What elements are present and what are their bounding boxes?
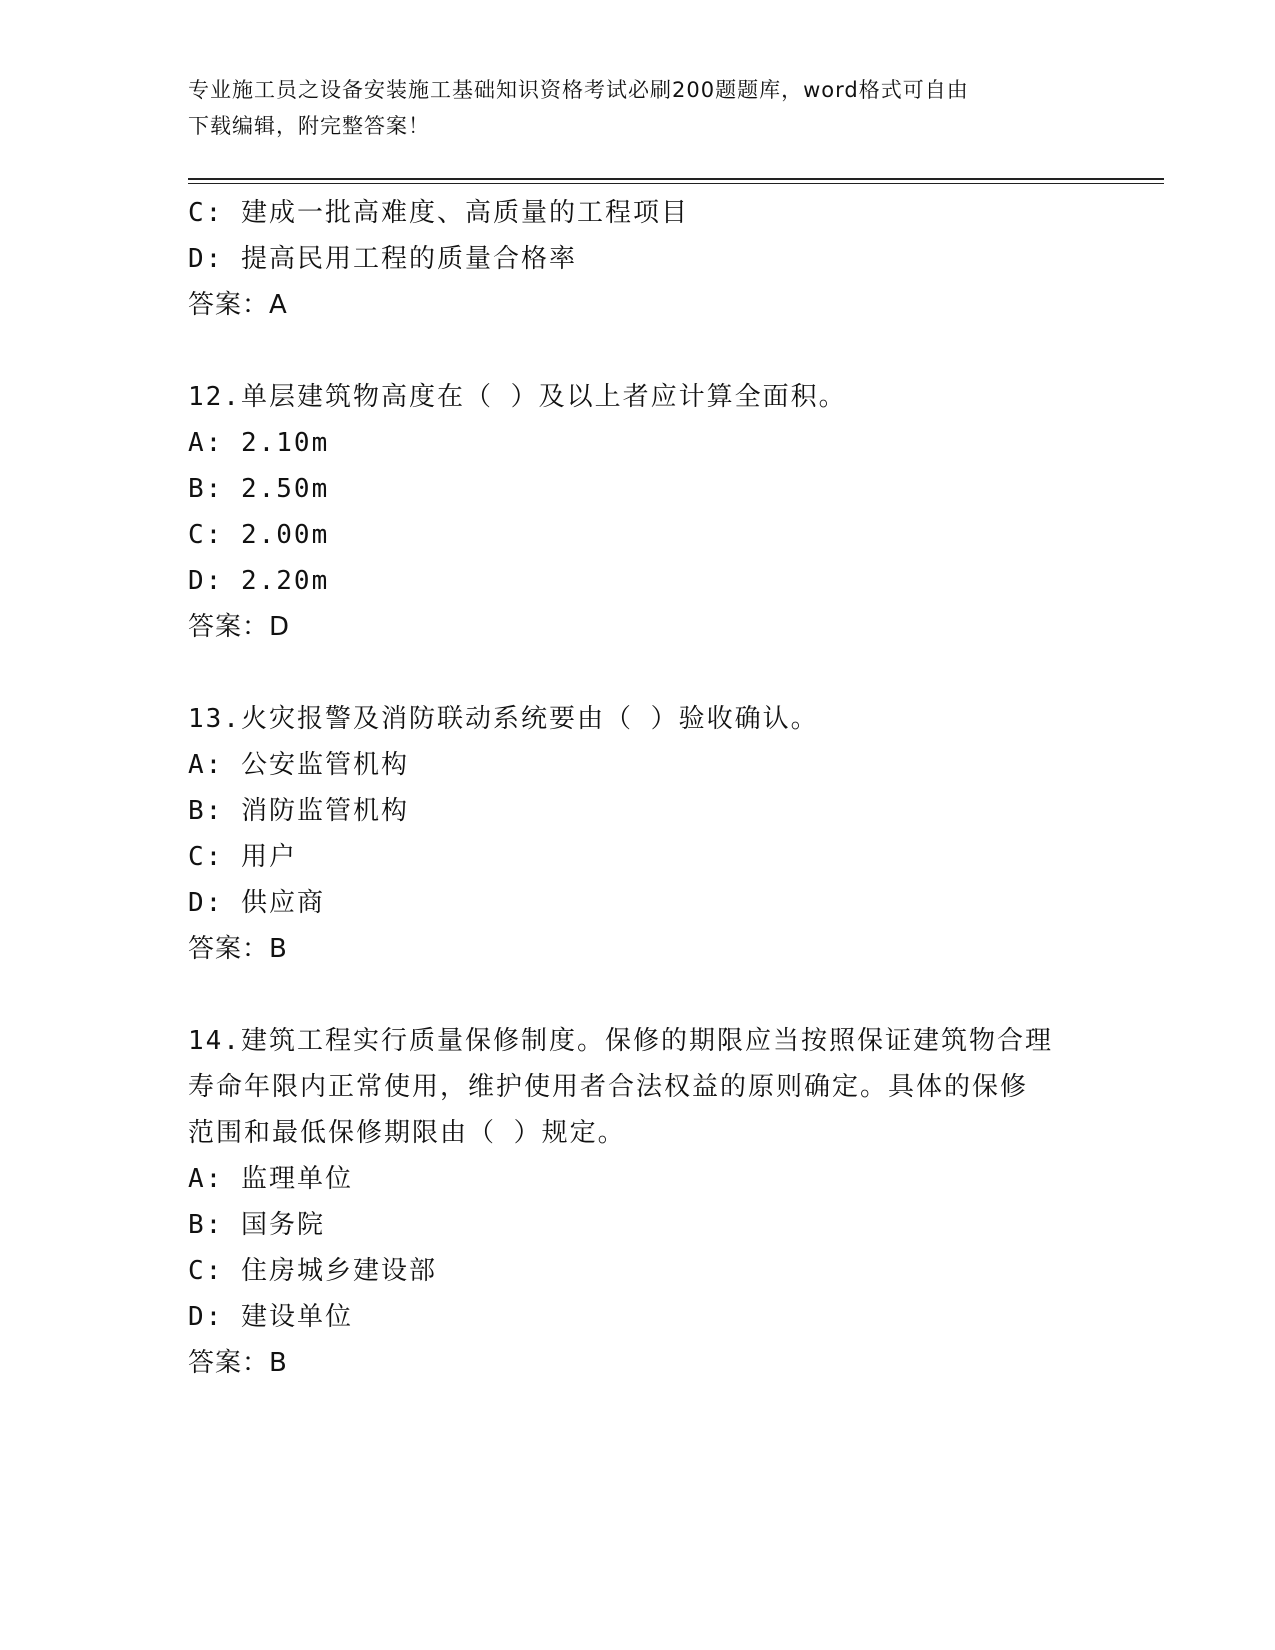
question-stem: 13.火灾报警及消防联动系统要由（ ）验收确认。 — [188, 704, 819, 734]
option-d: D: 建设单位 — [188, 1302, 353, 1332]
header-line-1: 专业施工员之设备安装施工基础知识资格考试必刷200题题库，word格式可自由 — [188, 78, 969, 102]
question-stem: 12.单层建筑物高度在（ ）及以上者应计算全面积。 — [188, 382, 847, 412]
option-b: B: 2.50m — [188, 474, 330, 504]
answer-label: 答案：B — [188, 934, 288, 964]
option-c: C: 2.00m — [188, 520, 330, 550]
question-13 — [188, 696, 1088, 972]
question-stem-line-1: 14.建筑工程实行质量保修制度。保修的期限应当按照保证建筑物合理 — [188, 1026, 1053, 1056]
question-14 — [188, 1018, 1088, 1386]
option-a: A: 公安监管机构 — [188, 750, 409, 780]
option-a: A: 2.10m — [188, 428, 330, 458]
option-b: B: 国务院 — [188, 1210, 325, 1240]
answer-label: 答案：A — [188, 290, 288, 320]
header-line-2: 下载编辑，附完整答案！ — [188, 114, 430, 138]
option-c: C: 建成一批高难度、高质量的工程项目 — [188, 198, 689, 228]
option-d: D: 提高民用工程的质量合格率 — [188, 244, 577, 274]
option-c: C: 用户 — [188, 842, 297, 872]
question-list — [188, 190, 1088, 1386]
option-a: A: 监理单位 — [188, 1164, 353, 1194]
header-divider — [188, 178, 1164, 184]
option-c: C: 住房城乡建设部 — [188, 1256, 437, 1286]
option-d: D: 供应商 — [188, 888, 325, 918]
document-header — [188, 72, 1088, 144]
option-d: D: 2.20m — [188, 566, 330, 596]
question-12 — [188, 374, 1088, 650]
answer-label: 答案：D — [188, 612, 291, 642]
option-b: B: 消防监管机构 — [188, 796, 409, 826]
question-stem-line-3: 范围和最低保修期限由（ ）规定。 — [188, 1118, 626, 1148]
answer-label: 答案：B — [188, 1348, 288, 1378]
question-stem-line-2: 寿命年限内正常使用，维护使用者合法权益的原则确定。具体的保修 — [188, 1072, 1029, 1102]
question-11-continued — [188, 190, 1088, 328]
